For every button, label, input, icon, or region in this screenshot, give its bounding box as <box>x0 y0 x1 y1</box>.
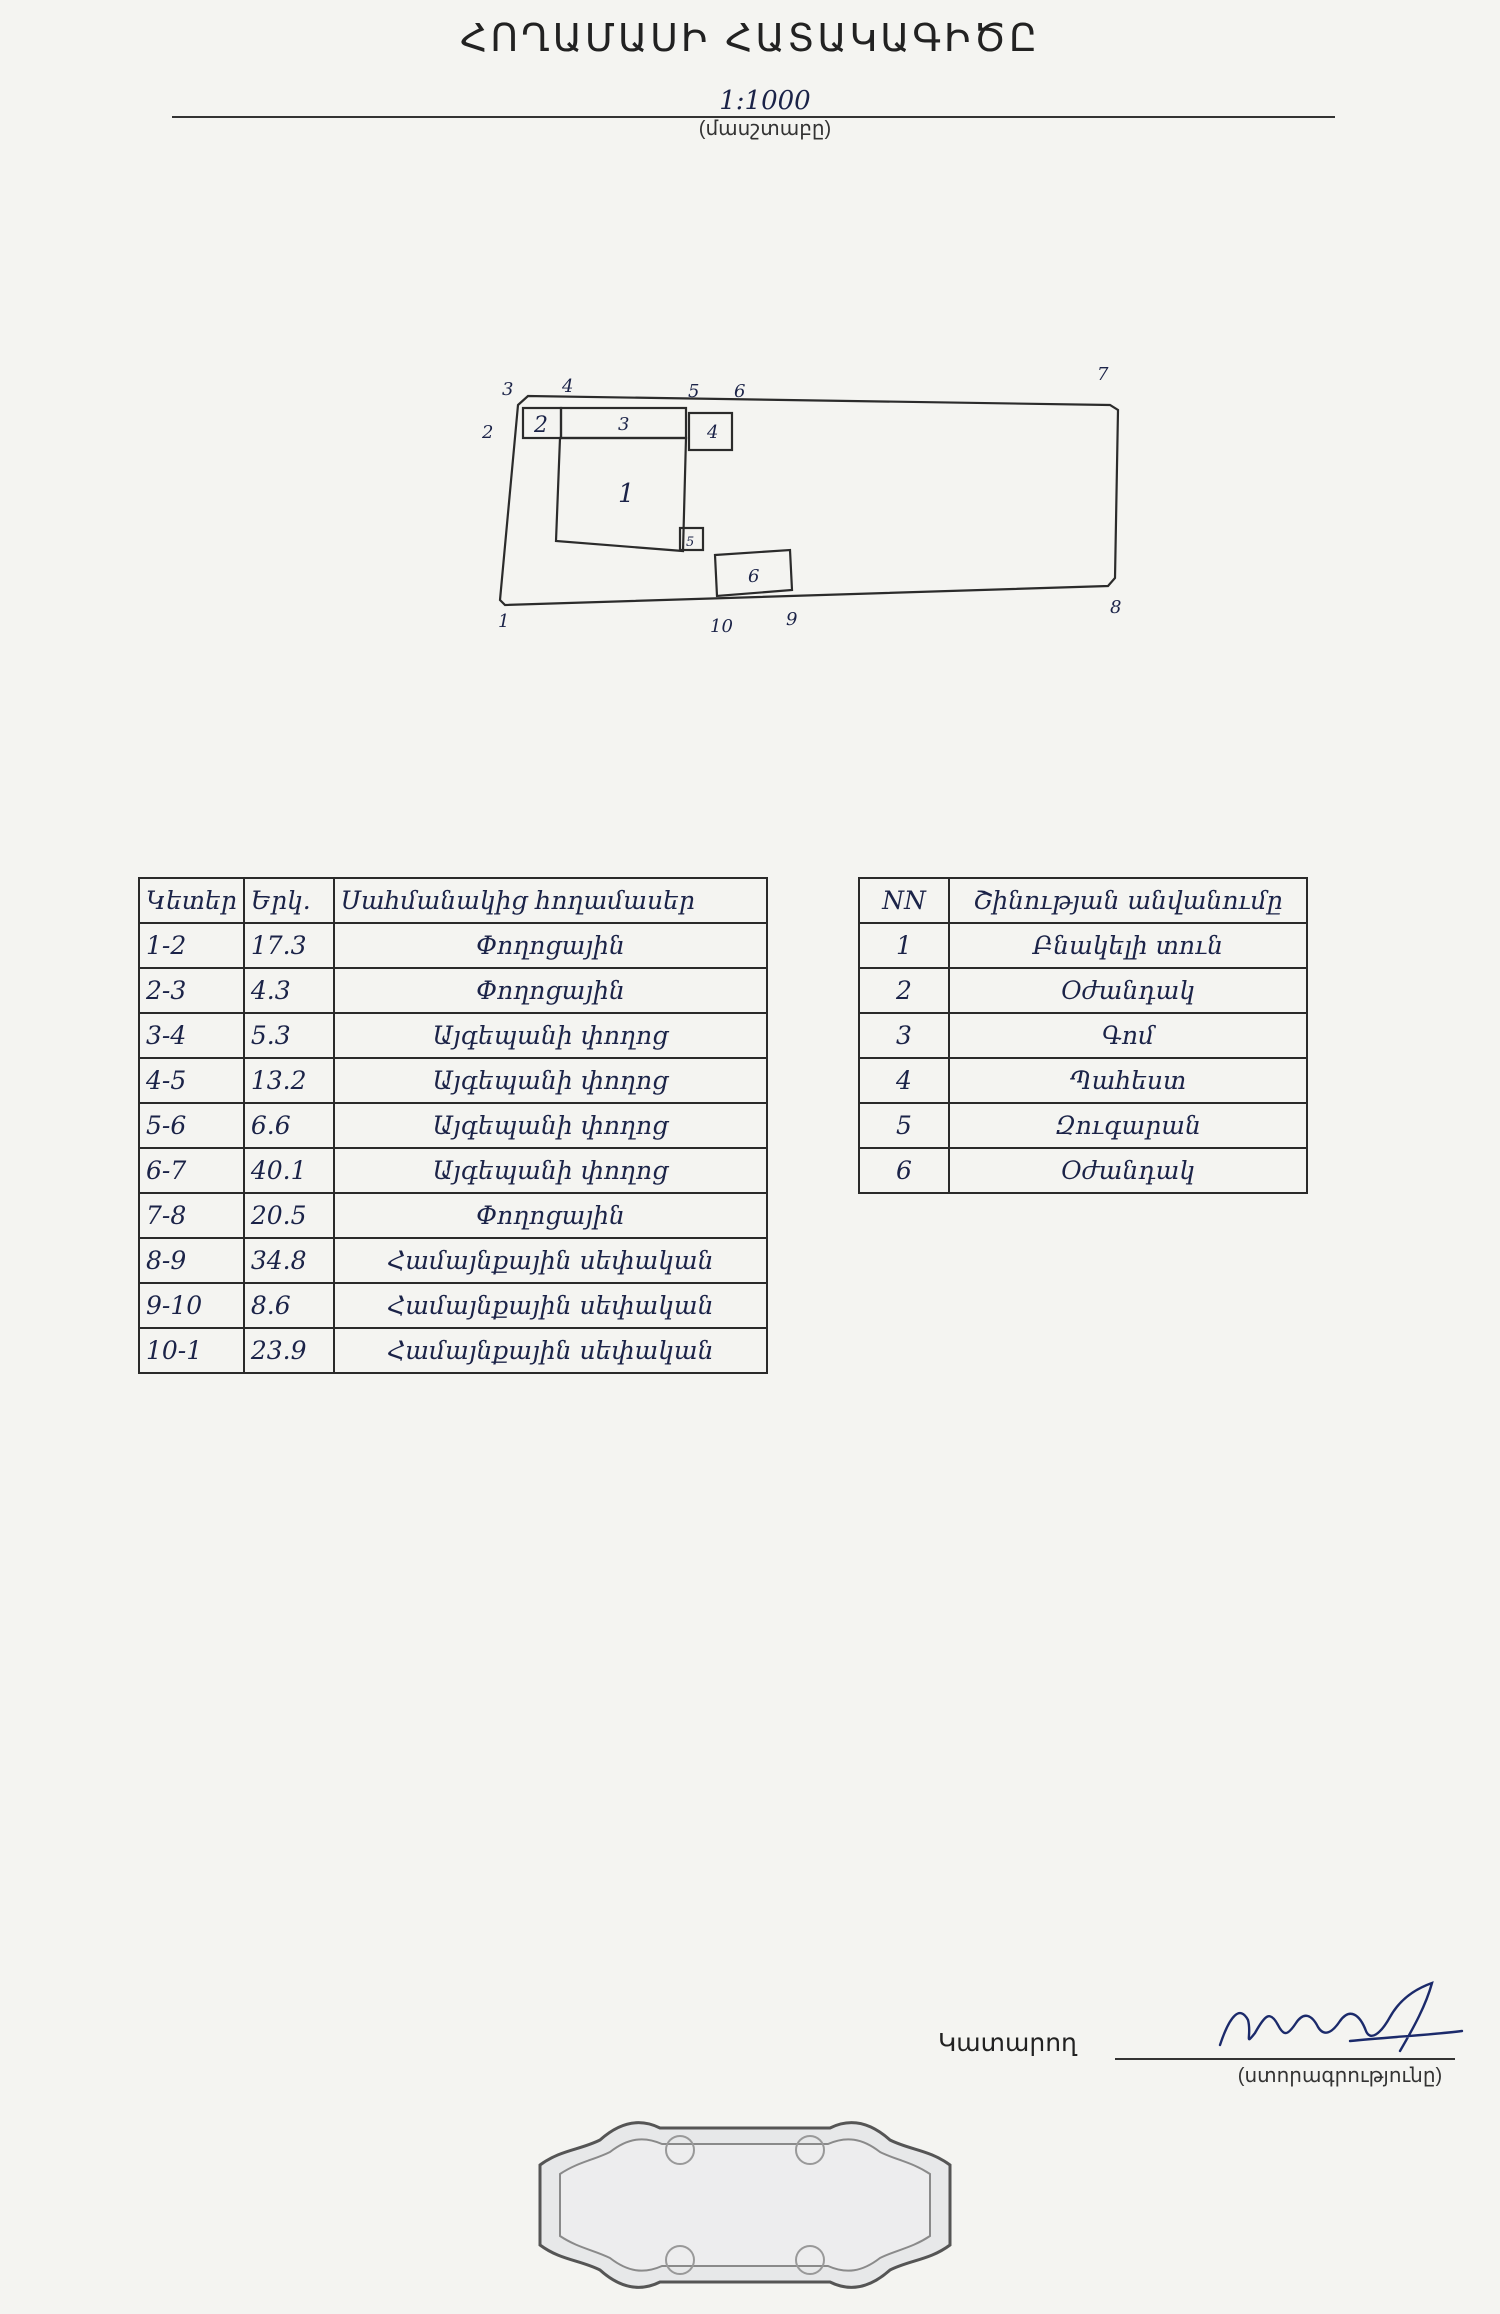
number-cell: 3 <box>859 1013 949 1058</box>
neighbor-cell: Փողոցային <box>334 923 767 968</box>
corner-label: 7 <box>1097 364 1109 385</box>
name-cell: Բնակելի տուն <box>949 923 1307 968</box>
boundary-table <box>138 877 768 1374</box>
table-row <box>859 968 1307 1013</box>
length-cell: 17.3 <box>244 923 334 968</box>
corner-label: 9 <box>786 609 798 630</box>
building-label: 4 <box>707 422 719 443</box>
number-cell: 4 <box>859 1058 949 1103</box>
building-label: 2 <box>534 413 548 438</box>
scale-caption: (մասշտաբը) <box>698 118 832 140</box>
neighbor-cell: Այգեպանի փողոց <box>334 1013 767 1058</box>
name-cell: Օժանդակ <box>949 1148 1307 1193</box>
column-header: Սահմանակից հողամասեր <box>334 878 767 923</box>
table-row <box>859 1058 1307 1103</box>
number-cell: 1 <box>859 923 949 968</box>
corner-label: 2 <box>482 422 494 443</box>
table-row <box>139 1013 767 1058</box>
column-header: Շինության անվանումը <box>949 878 1307 923</box>
table-row <box>139 1328 767 1373</box>
table-header-row <box>139 878 767 923</box>
corner-label: 8 <box>1110 597 1122 618</box>
table-row <box>139 1103 767 1148</box>
building-label: 3 <box>618 414 630 435</box>
number-cell: 5 <box>859 1103 949 1148</box>
points-cell: 7-8 <box>139 1193 244 1238</box>
handwritten-signature <box>1200 1975 1470 2065</box>
neighbor-cell: Այգեպանի փողոց <box>334 1148 767 1193</box>
building-label: 6 <box>748 566 760 587</box>
scale-value: 1:1000 <box>719 86 811 116</box>
length-cell: 6.6 <box>244 1103 334 1148</box>
neighbor-cell: Փողոցային <box>334 1193 767 1238</box>
neighbor-cell: Այգեպանի փողոց <box>334 1058 767 1103</box>
length-cell: 8.6 <box>244 1283 334 1328</box>
neighbor-cell: Համայնքային սեփական <box>334 1328 767 1373</box>
name-cell: Պահեստ <box>949 1058 1307 1103</box>
corner-label: 5 <box>688 381 700 402</box>
table-row <box>859 1103 1307 1148</box>
table-row <box>139 968 767 1013</box>
points-cell: 9-10 <box>139 1283 244 1328</box>
length-cell: 5.3 <box>244 1013 334 1058</box>
corner-label: 10 <box>710 616 733 637</box>
length-cell: 34.8 <box>244 1238 334 1283</box>
points-cell: 4-5 <box>139 1058 244 1103</box>
table-row <box>139 1193 767 1238</box>
name-cell: Գոմ <box>949 1013 1307 1058</box>
neighbor-cell: Այգեպանի փողոց <box>334 1103 767 1148</box>
table-row <box>139 923 767 968</box>
decorative-stamp-frame <box>530 2110 960 2300</box>
corner-label: 1 <box>498 611 510 632</box>
neighbor-cell: Համայնքային սեփական <box>334 1238 767 1283</box>
column-header: NN <box>859 878 949 923</box>
table-header-row <box>859 878 1307 923</box>
length-cell: 13.2 <box>244 1058 334 1103</box>
building-label: 5 <box>686 535 695 550</box>
document-title: ՀՈՂԱՄԱՍԻ ՀԱՏԱԿԱԳԻԾԸ <box>460 16 1040 60</box>
table-row <box>139 1283 767 1328</box>
name-cell: Զուգարան <box>949 1103 1307 1148</box>
length-cell: 20.5 <box>244 1193 334 1238</box>
corner-label: 6 <box>734 381 746 402</box>
column-header: Երկ. <box>244 878 334 923</box>
points-cell: 3-4 <box>139 1013 244 1058</box>
length-cell: 40.1 <box>244 1148 334 1193</box>
points-cell: 8-9 <box>139 1238 244 1283</box>
number-cell: 2 <box>859 968 949 1013</box>
corner-label: 4 <box>562 376 574 397</box>
signature-caption: (ստորագրությունը) <box>1237 2065 1443 2087</box>
table-row <box>859 1013 1307 1058</box>
number-cell: 6 <box>859 1148 949 1193</box>
building-label: 1 <box>618 479 635 509</box>
points-cell: 1-2 <box>139 923 244 968</box>
plot-plan-diagram <box>460 350 1140 650</box>
points-cell: 6-7 <box>139 1148 244 1193</box>
table-row <box>139 1238 767 1283</box>
corner-label: 3 <box>502 379 514 400</box>
neighbor-cell: Փողոցային <box>334 968 767 1013</box>
neighbor-cell: Համայնքային սեփական <box>334 1283 767 1328</box>
building-table <box>858 877 1308 1194</box>
executor-label: Կատարող <box>938 2029 1077 2057</box>
name-cell: Օժանդակ <box>949 968 1307 1013</box>
length-cell: 4.3 <box>244 968 334 1013</box>
table-row <box>859 923 1307 968</box>
points-cell: 5-6 <box>139 1103 244 1148</box>
column-header: Կետեր <box>139 878 244 923</box>
points-cell: 10-1 <box>139 1328 244 1373</box>
table-row <box>139 1148 767 1193</box>
plot-boundary <box>500 396 1118 605</box>
length-cell: 23.9 <box>244 1328 334 1373</box>
points-cell: 2-3 <box>139 968 244 1013</box>
table-row <box>139 1058 767 1103</box>
table-row <box>859 1148 1307 1193</box>
